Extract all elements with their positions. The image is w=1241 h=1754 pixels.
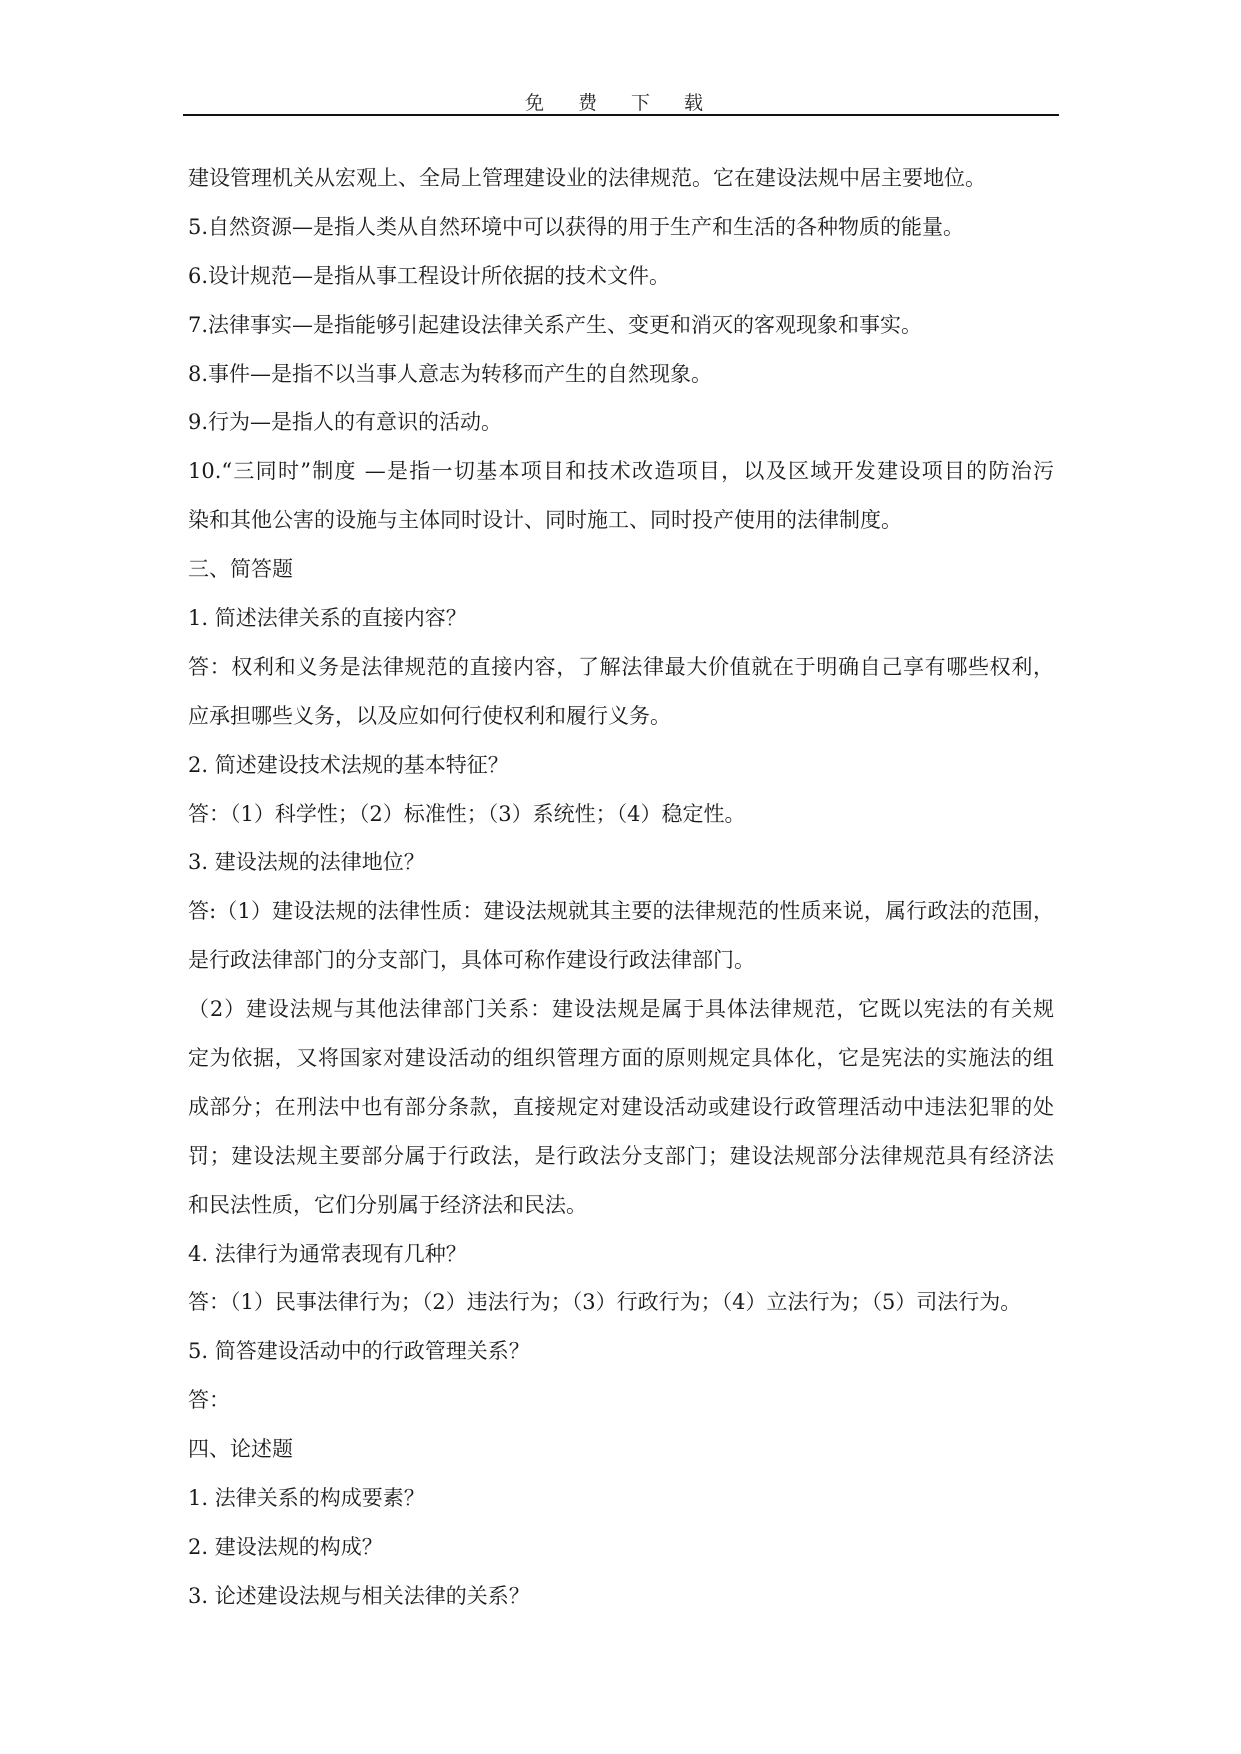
answer-line: 应承担哪些义务，以及应如何行使权利和履行义务。 — [188, 703, 671, 728]
question-line: 5. 简答建设活动中的行政管理关系？ — [188, 1339, 530, 1364]
question-line: 3. 建设法规的法律地位？ — [188, 850, 425, 875]
answer-line: （2）建设法规与其他法律部门关系：建设法规是属于具体法律规范，它既以宪法的有关规 — [188, 997, 1054, 1022]
section-heading: 四、论述题 — [188, 1437, 293, 1462]
answer-line: 是行政法律部门的分支部门，具体可称作建设行政法律部门。 — [188, 948, 755, 973]
question-line: 1. 法律关系的构成要素？ — [188, 1486, 425, 1511]
text-line: 6.设计规范—是指从事工程设计所依据的技术文件。 — [188, 263, 671, 288]
question-line: 1. 简述法律关系的直接内容？ — [188, 606, 467, 631]
answer-line: 成部分；在刑法中也有部分条款，直接规定对建设活动或建设行政管理活动中违法犯罪的处 — [188, 1094, 1054, 1119]
document-body — [188, 154, 1054, 1621]
answer-line: 定为依据，又将国家对建设活动的组织管理方面的原则规定具体化，它是宪法的实施法的组 — [188, 1046, 1054, 1071]
answer-line: 罚；建设法规主要部分属于行政法，是行政法分支部门；建设法规部分法律规范具有经济法 — [188, 1143, 1054, 1168]
answer-line: 答：（1）科学性；（2）标准性；（3）系统性；（4）稳定性。 — [188, 801, 746, 826]
header-divider — [183, 114, 1059, 116]
text-line: 5.自然资源—是指人类从自然环境中可以获得的用于生产和生活的各种物质的能量。 — [188, 214, 965, 239]
text-line: 10.“三同时”制度 —是指一切基本项目和技术改造项目，以及区域开发建设项目的防治污 — [188, 459, 1054, 484]
text-line: 7.法律事实—是指能够引起建设法律关系产生、变更和消灭的客观现象和事实。 — [188, 312, 923, 337]
page-header: 免 费 下 载 — [524, 92, 718, 114]
answer-line: 答：权利和义务是法律规范的直接内容，了解法律最大价值就在于明确自己享有哪些权利， — [188, 654, 1054, 679]
text-line: 染和其他公害的设施与主体同时设计、同时施工、同时投产使用的法律制度。 — [188, 508, 902, 533]
answer-line: 答：（1）民事法律行为；（2）违法行为；（3）行政行为；（4）立法行为；（5）司法行为。 — [188, 1290, 1022, 1315]
question-line: 4. 法律行为通常表现有几种？ — [188, 1241, 467, 1266]
question-line: 2. 简述建设技术法规的基本特征？ — [188, 752, 509, 777]
question-line: 2. 建设法规的构成？ — [188, 1534, 383, 1559]
text-line: 9.行为—是指人的有意识的活动。 — [188, 410, 503, 435]
text-line: 建设管理机关从宏观上、全局上管理建设业的法律规范。它在建设法规中居主要地位。 — [188, 166, 986, 190]
text-line: 8.事件—是指不以当事人意志为转移而产生的自然现象。 — [188, 361, 713, 386]
answer-line: 答:（1）建设法规的法律性质：建设法规就其主要的法律规范的性质来说，属行政法的范围， — [188, 899, 1054, 924]
section-heading: 三、简答题 — [188, 557, 293, 582]
question-line: 3. 论述建设法规与相关法律的关系？ — [188, 1583, 530, 1608]
answer-line: 和民法性质，它们分别属于经济法和民法。 — [188, 1192, 587, 1217]
answer-line: 答： — [188, 1388, 230, 1413]
